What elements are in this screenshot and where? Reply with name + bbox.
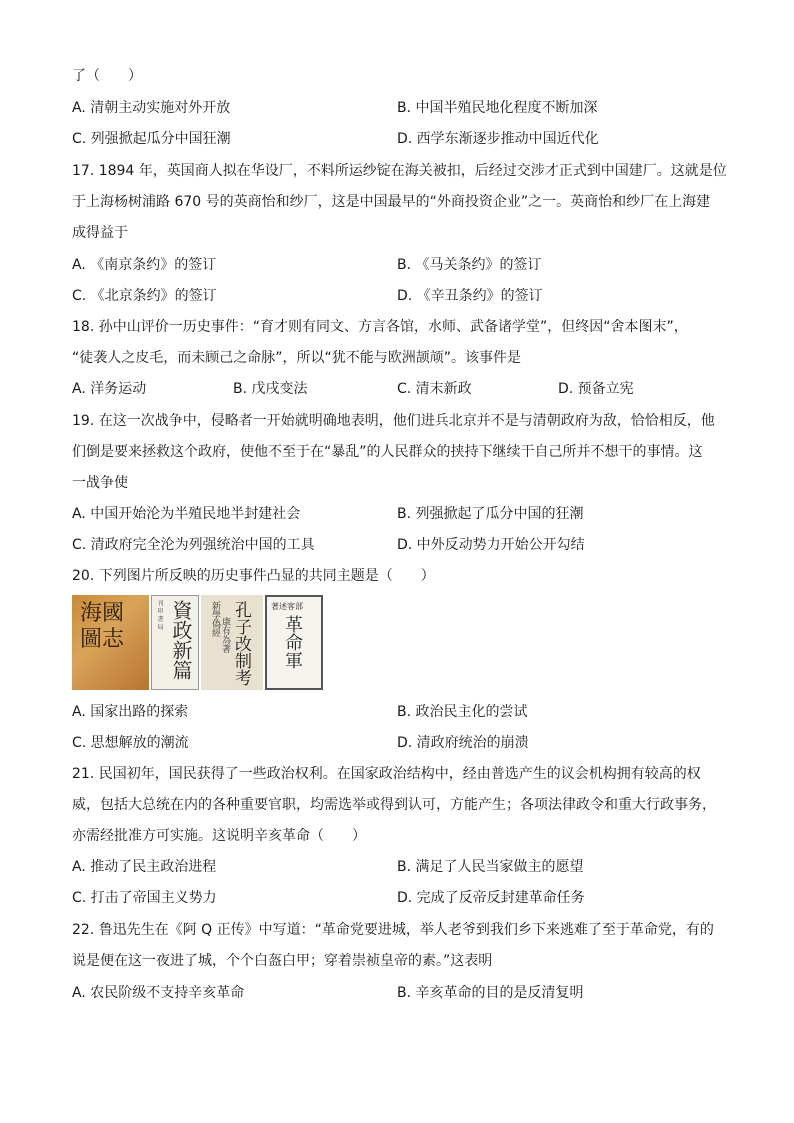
zizheng-xinpian-title: 資政新篇	[169, 600, 193, 680]
kongzi-gaizhi-kao-series: 新學偽經	[210, 601, 220, 637]
q17-option-c: C. 《北京条约》的签订	[72, 288, 217, 304]
q17-option-d: D. 《辛丑条约》的签订	[397, 288, 543, 304]
haiguo-tuzhi-title: 海國圖志	[80, 601, 125, 652]
q19-option-b: B. 列强掀起了瓜分中国的狂潮	[397, 506, 584, 522]
q16-option-c: C. 列强掀起瓜分中国狂潮	[72, 131, 231, 147]
q18-stem-line1: 18. 孙中山评价一历史事件：“育才则有同文、方言各馆，水师、武备诸学堂”，但终因“舍本图末”，	[72, 319, 688, 335]
q20-option-d: D. 清政府统治的崩溃	[397, 735, 529, 751]
q21-stem-line1: 21. 民国初年，国民获得了一些政治权利。在国家政治结构中，经由普选产生的议会机构拥有较高的权	[72, 766, 701, 782]
q17-stem-line3: 成得益于	[72, 225, 128, 241]
q19-option-c: C. 清政府完全沦为列强统治中国的工具	[72, 537, 315, 553]
q16-stem-tail: 了（ ）	[72, 68, 142, 84]
q18-option-b: B. 戊戌变法	[233, 381, 308, 397]
zizheng-xinpian-imprint: 刊 印 書 局	[156, 600, 163, 630]
kongzi-gaizhi-kao-author: 康有為著	[220, 617, 230, 653]
q22-option-a: A. 农民阶级不支持辛亥革命	[72, 985, 245, 1001]
q17-option-b: B. 《马关条约》的签订	[397, 257, 542, 273]
q18-option-c: C. 清末新政	[397, 381, 472, 397]
q17-stem-line2: 于上海杨树浦路 670 号的英商怡和纱厂，这是中国最早的“外商投资企业”之一。英商怡和纱厂在上海建	[72, 194, 711, 210]
q19-stem-line1: 19. 在这一次战争中，侵略者一开始就明确地表明，他们进兵北京并不是与清朝政府为敌，恰恰相反，他	[72, 413, 715, 429]
q21-option-c: C. 打击了帝国主义势力	[72, 890, 217, 906]
q16-option-a: A. 清朝主动实施对外开放	[72, 100, 231, 116]
q18-stem-line2: “徒袭人之皮毛，而未顾己之命脉”，所以“犹不能与欧洲颉颃”。该事件是	[72, 350, 522, 366]
geming-jun-title: 革命軍	[282, 615, 303, 669]
q19-stem-line2: 们倒是要来拯救这个政府，使他不至于在“暴乱”的人民群众的挟持下继续干自己所并不想干的事情。这	[72, 444, 703, 460]
q19-option-a: A. 中国开始沦为半殖民地半封建社会	[72, 506, 301, 522]
q21-option-b: B. 满足了人民当家做主的愿望	[397, 859, 584, 875]
q16-option-b: B. 中国半殖民地化程度不断加深	[397, 100, 598, 116]
geming-jun-author: 著述客部	[271, 602, 303, 611]
q20-option-c: C. 思想解放的潮流	[72, 735, 189, 751]
q22-option-b: B. 辛亥革命的目的是反清复明	[397, 985, 584, 1001]
q20-stem-line1: 20. 下列图片所反映的历史事件凸显的共同主题是（ ）	[72, 568, 435, 584]
q21-option-d: D. 完成了反帝反封建革命任务	[397, 890, 585, 906]
q16-option-d: D. 西学东渐逐步推动中国近代化	[397, 131, 599, 147]
q18-option-a: A. 洋务运动	[72, 381, 147, 397]
q17-option-a: A. 《南京条约》的签订	[72, 257, 217, 273]
q19-option-d: D. 中外反动势力开始公开勾结	[397, 537, 585, 553]
q22-stem-line2: 说是便在这一夜进了城，个个白盔白甲；穿着崇祯皇帝的素。”这表明	[72, 953, 493, 969]
q19-stem-line3: 一战争使	[72, 475, 128, 491]
geming-jun-image	[265, 595, 323, 690]
q21-stem-line3: 亦需经批准方可实施。这说明辛亥革命（ ）	[72, 828, 366, 844]
q20-image-strip	[72, 595, 323, 690]
q20-option-a: A. 国家出路的探索	[72, 704, 189, 720]
kongzi-gaizhi-kao-image	[201, 595, 263, 690]
q20-option-b: B. 政治民主化的尝试	[397, 704, 528, 720]
zizheng-xinpian-image	[151, 595, 199, 690]
q18-option-d: D. 预备立宪	[558, 381, 634, 397]
kongzi-gaizhi-kao-title: 孔子改制考	[231, 601, 251, 686]
q21-stem-line2: 威，包括大总统在内的各种重要官职，均需选举或得到认可，方能产生；各项法律政令和重大行政事务，	[72, 797, 716, 813]
haiguo-tuzhi-image	[72, 595, 149, 690]
q17-stem-line1: 17. 1894 年，英国商人拟在华设厂，不料所运纱锭在海关被扣，后经过交涉才正式到中国建厂。这就是位	[72, 163, 727, 179]
q21-option-a: A. 推动了民主政治进程	[72, 859, 217, 875]
q22-stem-line1: 22. 鲁迅先生在《阿 Q 正传》中写道：“革命党要进城，举人老爷到我们乡下来逃难了至于革命党，有的	[72, 922, 714, 938]
